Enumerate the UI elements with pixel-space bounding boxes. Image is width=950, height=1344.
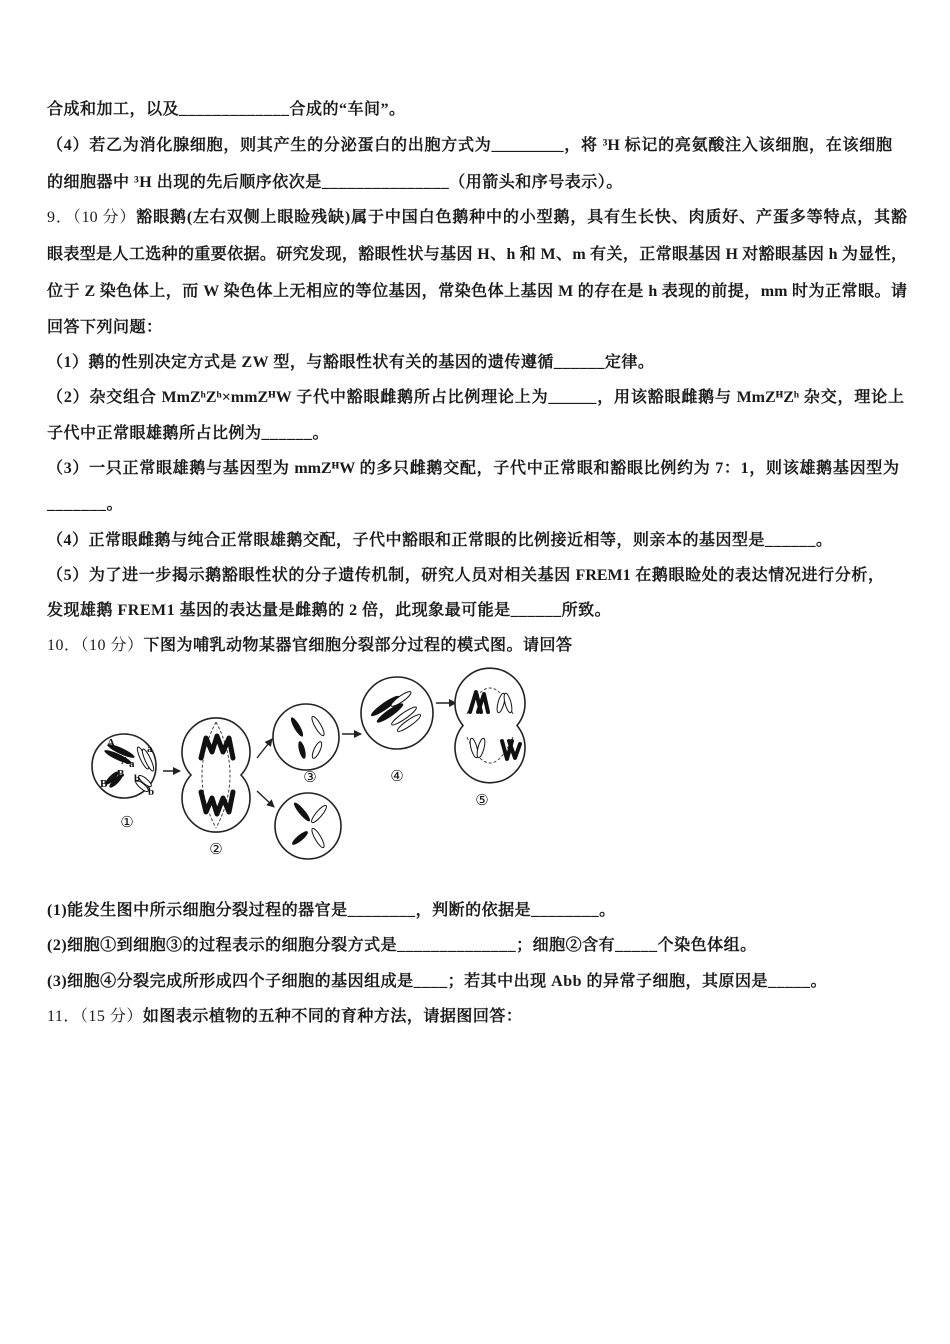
q9-stem-line-1 bbox=[47, 207, 907, 228]
q10-number: 10．（10 分） bbox=[47, 637, 144, 654]
arrow-cell2-to-lower-cell bbox=[257, 791, 274, 807]
cell-5-membrane bbox=[455, 668, 525, 783]
gene-label: b bbox=[134, 773, 141, 785]
cell-4 bbox=[361, 677, 433, 785]
cell-label-2: ② bbox=[209, 840, 223, 858]
q9-sub-question-5-line-2: 发现雄鹅 FREM1 基因的表达量是雌鹅的 2 倍，此现象最可能是______所致。 bbox=[47, 602, 612, 619]
q9-sub-question-3-line-2: _______。 bbox=[47, 496, 124, 513]
gene-label: A bbox=[121, 755, 129, 767]
cell-label-1: ① bbox=[120, 813, 134, 831]
q10-stem-line bbox=[47, 635, 573, 656]
gene-label: b bbox=[148, 786, 155, 798]
q11-number: 11．（15 分） bbox=[47, 1008, 143, 1025]
cell-1 bbox=[92, 734, 156, 831]
cell-label-5: ⑤ bbox=[475, 791, 489, 809]
q9-sub-question-2-line-1: （2）杂交组合 MmZʰZʰ×mmZᴴW 子代中豁眼雌鹅所占比例理论上为______，用该豁眼雌鹅与 MmZᴴZʰ 杂交，理论上 bbox=[47, 389, 904, 406]
q9-sub-question-2-line-2: 子代中正常眼雄鹅所占比例为______。 bbox=[47, 425, 330, 442]
q11-stem-line bbox=[47, 1006, 522, 1027]
q9-number: 9．（10 分） bbox=[47, 209, 137, 226]
q9-stem-line-3: 位于 Z 染色体上，而 W 染色体上无相应的等位基因，常染色体上基因 M 的存在是 h 表现的前提，mm 时为正常眼。请 bbox=[47, 283, 907, 300]
gene-label: a bbox=[129, 758, 135, 770]
cell-lower-membrane bbox=[275, 793, 341, 859]
cell-5 bbox=[455, 668, 525, 809]
gene-label: a bbox=[147, 743, 153, 755]
q8-sub4-line-2: 的细胞器中 ³H 出现的先后顺序依次是_______________（用箭头和序号表示）。 bbox=[47, 174, 623, 191]
q10-sub-question-2: (2)细胞①到细胞③的过程表示的细胞分裂方式是______________；细胞②含有_____个染色体组。 bbox=[47, 937, 757, 954]
q9-sub-question-3-line-1: （3）一只正常眼雄鹅与基因型为 mmZᴴW 的多只雌鹅交配，子代中正常眼和豁眼比例约为 7：1，则该雄鹅基因型为 bbox=[47, 460, 899, 477]
q9-sub-question-4: （4）正常眼雌鹅与纯合正常眼雄鹅交配，子代中豁眼和正常眼的比例接近相等，则亲本的基因型是______。 bbox=[47, 532, 833, 549]
q11-stem-text: 如图表示植物的五种不同的育种方法，请据图回答： bbox=[142, 1008, 523, 1025]
arrow-cell2-to-cell3 bbox=[257, 739, 272, 758]
q9-sub-question-5-line-1: （5）为了进一步揭示鹅豁眼性状的分子遗传机制，研究人员对相关基因 FREM1 在鹅眼睑处的表达情况进行分析， bbox=[47, 567, 884, 584]
gene-label: A bbox=[107, 737, 115, 749]
q10-sub-question-1: (1)能发生图中所示细胞分裂过程的器官是________，判断的依据是________。 bbox=[47, 902, 616, 919]
cell-4-membrane bbox=[361, 677, 433, 749]
cell-lower-daughter bbox=[275, 793, 341, 859]
q10-sub-question-3: (3)细胞④分裂完成所形成四个子细胞的基因组成是____；若其中出现 Abb 的异常子细胞，其原因是_____。 bbox=[47, 973, 828, 990]
q8-tail-line: 合成和加工，以及_____________合成的“车间”。 bbox=[47, 101, 406, 118]
cell-3 bbox=[273, 704, 339, 786]
gene-label: B bbox=[117, 768, 125, 780]
gene-label: B bbox=[100, 778, 108, 790]
cell-division-figure bbox=[85, 662, 545, 867]
q9-sub-question-1: （1）鹅的性别决定方式是 ZW 型，与豁眼性状有关的基因的遗传遵循______定律。 bbox=[47, 354, 655, 371]
q10-stem-text: 下图为哺乳动物某器官细胞分裂部分过程的模式图。请回答 bbox=[143, 637, 573, 654]
q9-stem-line-2: 眼表型是人工选种的重要依据。研究发现，豁眼性状与基因 H、h 和 M、m 有关，正常眼基因 H 对豁眼基因 h 为显性， bbox=[47, 246, 907, 263]
q9-stem-text: 豁眼鹅(左右双侧上眼睑残缺)属于中国白色鹅种中的小型鹅，具有生长快、肉质好、产蛋多等特点，其豁 bbox=[136, 209, 907, 226]
cell-3-membrane bbox=[273, 704, 339, 770]
cell-label-3: ③ bbox=[303, 768, 317, 786]
q9-stem-line-4: 回答下列问题： bbox=[47, 319, 163, 336]
cell-label-4: ④ bbox=[390, 767, 404, 785]
cell-2 bbox=[182, 718, 250, 858]
q8-sub4-line-1: （4）若乙为消化腺细胞，则其产生的分泌蛋白的出胞方式为_________，将 ³H 标记的亮氨酸注入该细胞，在该细胞 bbox=[47, 137, 892, 154]
